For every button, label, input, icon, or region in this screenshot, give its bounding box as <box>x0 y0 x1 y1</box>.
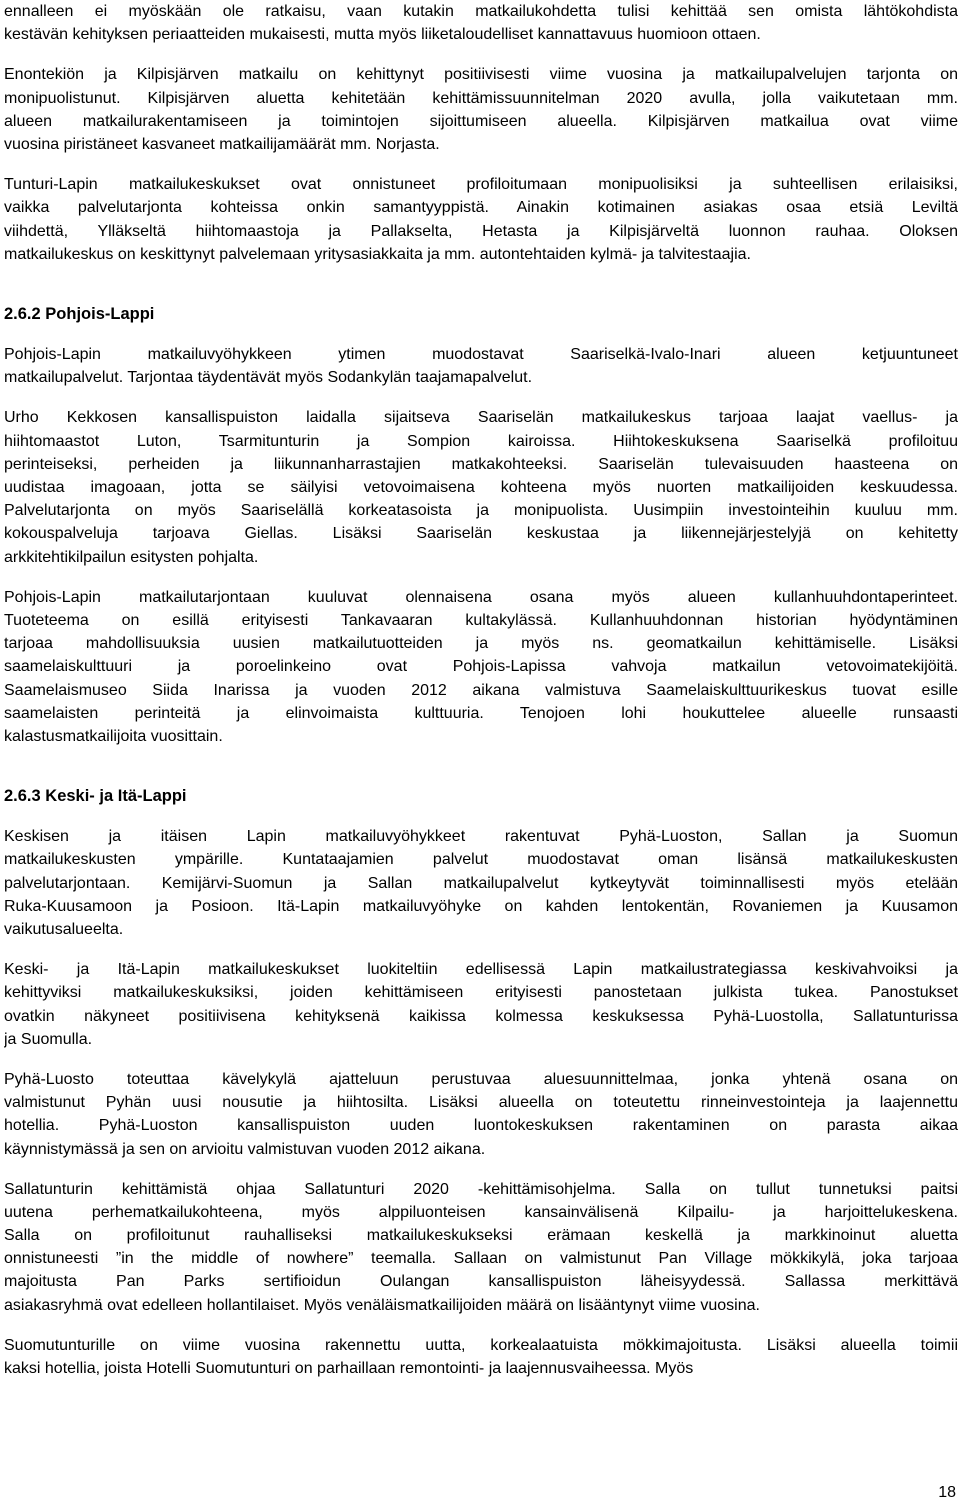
text-line: palvelutarjontaan. Kemijärvi-Suomun ja Sallan matkailupalvelut kytkeytyvät toiminnallisesti myös etelään <box>4 874 958 892</box>
text-line: Keskisen ja itäisen Lapin matkailuvyöhykkeet rakentuvat Pyhä-Luoston, Sallan ja Suomun <box>4 828 958 846</box>
text-line: viihdettä, Ylläkseltä hiihtomaastoja ja Pallakselta, Hetasta ja Kilpisjärveltä luonnon rauhaa. Oloksen <box>4 222 958 240</box>
text-line: valmistunut Pyhän uusi nousutie ja hiihtosilta. Lisäksi alueella on toteutettu rinneinvestointeja ja laajennettu <box>4 1094 958 1112</box>
text-line: vaikutusalueelta. <box>4 921 124 938</box>
paragraph-spacer <box>4 326 958 343</box>
text-line: monipuolistunut. Kilpisjärven aluetta kehitetään kehittämissuunnitelman 2020 avulla, jolla vaikutetaan mm. <box>4 89 958 107</box>
text-line: saamelaiskulttuuri ja poroelinkeino ovat Pohjois-Lapissa vahvoja matkailun vetovoimatekijöitä. <box>4 658 958 676</box>
paragraph-spacer <box>4 808 958 825</box>
text-line: kaksi hotellia, joista Hotelli Suomutunturi on parhaillaan remontointi- ja laajennusvaiheessa. Myös <box>4 1360 694 1377</box>
page-number: 18 <box>938 1484 956 1501</box>
text-line: matkailukeskus on keskittynyt palvelemaan yritysasiakkaita ja mm. autontehtaiden kylmä- ja talvitestaajia. <box>4 245 751 263</box>
text-line: kokouspalveluja tarjoava Giellas. Lisäksi Saariselän keskustaa ja liikennejärjestelyjä on kehitetty <box>4 525 958 543</box>
text-line: kehittyviksi matkailukeskuksiksi, joiden kehittämiseen erityisesti panostetaan julkista tukea. Panostukset <box>4 984 958 1002</box>
text-line: Suomutunturille on viime vuosina rakennettu uutta, korkealaatuista mökkimajoitusta. Lisäksi alueella toimii <box>4 1336 958 1354</box>
document-page <box>4 0 958 1380</box>
paragraph-spacer <box>4 1317 958 1334</box>
text-line: ennalleen ei myöskään ole ratkaisu, vaan kutakin matkailukohdetta tulisi kehittää sen omista lähtökohdista <box>4 3 958 20</box>
paragraph-saariselka <box>4 406 958 568</box>
paragraph-spacer <box>4 156 958 173</box>
text-line: uutena perhematkailukohteena, myös alppiluonteisen kansainvälisenä Kilpailu- ja harjoittelukeskena. <box>4 1203 958 1221</box>
text-line: vaikka palvelutarjonta kohteissa onkin samantyyppistä. Ainakin kotimainen asiakas osaa etsiä Leviltä <box>4 199 958 217</box>
paragraph-spacer <box>4 748 958 785</box>
text-line: tarjoaa mahdollisuuksia uusien matkailutuotteiden ja myös ns. geomatkailun kehittämiselle. Lisäksi <box>4 635 958 653</box>
paragraph-kullanhuuhdonta <box>4 586 958 748</box>
text-line: Pyhä-Luosto toteuttaa kävelykylä ajatteluun perustuvaa aluesuunnittelmaa, jonka yhtenä osana on <box>4 1070 958 1088</box>
text-line: vuosina piristäneet kasvaneet matkailijamäärät mm. Norjasta. <box>4 135 440 153</box>
paragraph-sallatunturi <box>4 1178 958 1317</box>
text-line: Pohjois-Lapin matkailutarjontaan kuuluvat olennaisena osana myös alueen kullanhuuhdontaperinteet. <box>4 588 958 606</box>
document-body <box>4 0 958 1380</box>
paragraph-keski-ita-strategia <box>4 958 958 1051</box>
text-line: Keski- ja Itä-Lapin matkailukeskukset luokiteltiin edellisessä Lapin matkailustrategiassa keskivahvoiksi ja <box>4 961 958 979</box>
text-line: Palvelutarjonta on myös Saariselällä korkeatasoista ja monipuolista. Uusimpiin investointeihin kuuluu mm. <box>4 502 958 520</box>
paragraph-spacer <box>4 266 958 303</box>
text-line: Pohjois-Lapin matkailuvyöhykkeen ytimen muodostavat Saariselkä-Ivalo-Inari alueen ketjuuntuneet <box>4 346 958 364</box>
paragraph-spacer <box>4 389 958 406</box>
text-line: Saamelaismuseo Siida Inarissa ja vuoden 2012 aikana valmistuva Saamelaiskulttuurikeskus tuovat esille <box>4 681 958 699</box>
text-line: ja Suomulla. <box>4 1030 93 1048</box>
text-line: Ruka-Kuusamoon ja Posioon. Itä-Lapin matkailuvyöhyke on kahden lentokentän, Rovaniemen ja Kuusamon <box>4 897 958 915</box>
paragraph-pohjois-lappi-intro <box>4 343 958 389</box>
text-line: matkailukeskusten ympärille. Kuntataajamien palvelut muodostavat oman lisänsä matkailukeskusten <box>4 851 958 869</box>
text-line: perinteiseksi, perheiden ja liikunnanharrastajien matkakohteeksi. Saariselän tulevaisuuden haasteena on <box>4 455 958 473</box>
text-line: Sallatunturin kehittämistä ohjaa Sallatunturi 2020 -kehittämisohjelma. Salla on tullut tunnetuksi paitsi <box>4 1180 958 1198</box>
text-line: Tunturi-Lapin matkailukeskukset ovat onnistuneet profiloitumaan monipuolisiksi ja suhteellisen erilaisiksi, <box>4 176 958 194</box>
paragraph-enontekio <box>4 63 958 156</box>
paragraph-suomutunturi <box>4 1334 958 1380</box>
text-line: uudistaa imagoaan, jotta se säilyisi vetovoimaisena kohteena myös nuorten matkailijoiden keskuudessa. <box>4 479 958 496</box>
heading-pohjois-lappi: 2.6.2 Pohjois-Lappi <box>4 304 155 323</box>
text-line: Tuoteteema on esillä erityisesti Tankavaaran kultakylässä. Kullanhuuhdonnan historian hyödyntäminen <box>4 611 958 629</box>
paragraph-pyha-luosto <box>4 1068 958 1161</box>
paragraph-intro-cont <box>4 0 958 46</box>
paragraph-spacer <box>4 569 958 586</box>
paragraph-spacer <box>4 46 958 63</box>
text-line: kestävän kehityksen periaatteiden mukaisesti, mutta myös liiketaloudelliset kannattavuus huomioon ottaen. <box>4 26 761 44</box>
text-line: arkkitehtikilpailun esitysten pohjalta. <box>4 548 259 566</box>
text-line: matkailupalvelut. Tarjontaa täydentävät myös Sodankylän taajamapalvelut. <box>4 369 533 387</box>
heading-keski-ja-ita-lappi: 2.6.3 Keski- ja Itä-Lappi <box>4 787 187 806</box>
paragraph-spacer <box>4 941 958 958</box>
text-line: alueen matkailurakentamiseen ja toimintojen sijoittumiseen alueella. Kilpisjärven matkailua ovat viime <box>4 112 958 130</box>
text-line: majoitusta Pan Parks sertifioidun Oulangan kansallispuiston läheisyydessä. Sallassa merkittävä <box>4 1273 958 1291</box>
text-line: kalastusmatkailijoita vuosittain. <box>4 727 223 745</box>
paragraph-tunturi-lappi <box>4 173 958 266</box>
text-line: Urho Kekkosen kansallispuiston laidalla sijaitseva Saariselän matkailukeskus tarjoaa laajat vaellus- ja <box>4 409 958 427</box>
text-line: ovatkin näkyneet positiivisena kehityksenä kaikissa kolmessa keskuksessa Pyhä-Luostolla, Sallatunturissa <box>4 1007 958 1025</box>
text-line: onnistuneesti ”in the middle of nowhere” teemalla. Sallaan on valmistunut Pan Village mökkikylä, joka tarjoaa <box>4 1250 958 1268</box>
text-line: asiakasryhmä ovat edelleen hollantilaiset. Myös venäläismatkailijoiden määrä on lisääntynyt viime vuosina. <box>4 1296 760 1314</box>
text-line: Salla on profiloitunut rauhalliseksi matkailukeskukseksi erämaan keskellä ja markkinoinut aluetta <box>4 1227 958 1245</box>
text-line: hotellia. Pyhä-Luoston kansallispuiston uuden luontokeskuksen rakentaminen on parasta aikaa <box>4 1117 958 1135</box>
text-line: hiihtomaastot Luton, Tsarmitunturin ja Sompion kairoissa. Hiihtokeskuksena Saariselkä profiloituu <box>4 432 958 450</box>
paragraph-spacer <box>4 1051 958 1068</box>
paragraph-keski-ita-intro <box>4 825 958 941</box>
paragraph-spacer <box>4 1161 958 1178</box>
text-line: käynnistymässä ja sen on arvioitu valmistuvan vuoden 2012 aikana. <box>4 1140 486 1158</box>
text-line: saamelaisten perinteitä ja elinvoimaista kulttuuria. Tenojoen lohi houkuttelee alueelle runsaasti <box>4 704 958 722</box>
text-line: Enontekiön ja Kilpisjärven matkailu on kehittynyt positiivisesti viime vuosina ja matkailupalvelujen tarjonta on <box>4 66 958 84</box>
